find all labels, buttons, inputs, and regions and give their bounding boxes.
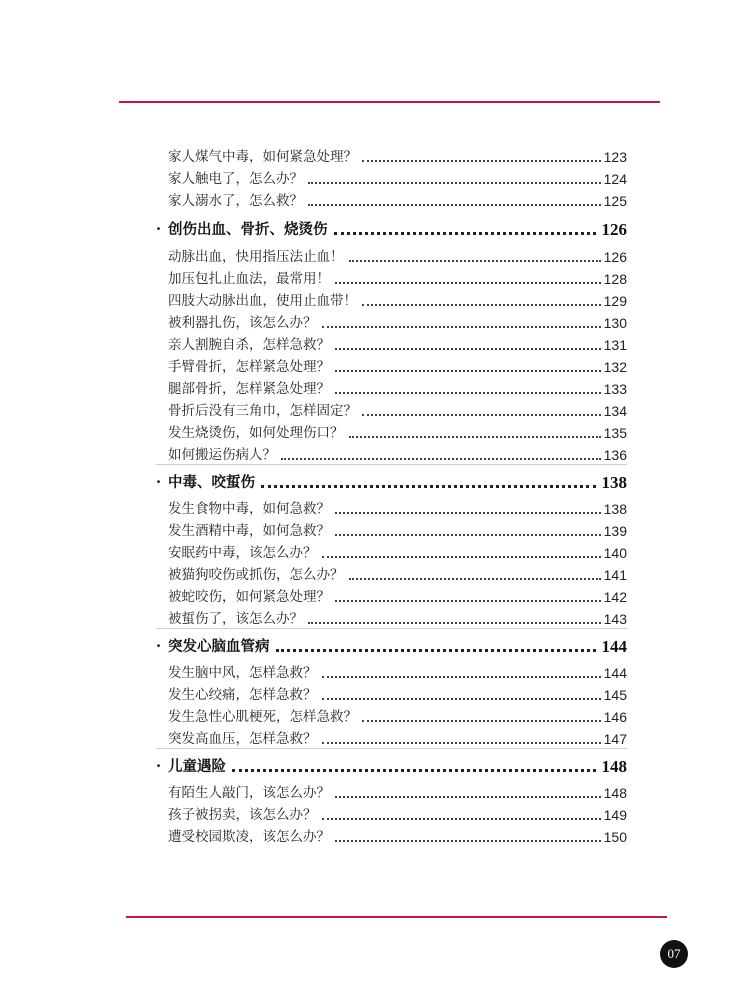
section-divider — [156, 464, 627, 465]
dot-leader — [232, 769, 596, 772]
entry-title: 四肢大动脉出血，使用止血带！ — [168, 293, 357, 309]
dot-leader — [362, 720, 601, 722]
dot-leader — [335, 348, 601, 350]
page-ref: 150 — [603, 829, 627, 845]
page-ref: 130 — [603, 315, 627, 331]
entry-title: 发生烧烫伤，如何处理伤口？ — [168, 425, 344, 441]
dot-leader — [362, 414, 601, 416]
entry-title: 有陌生人敲门，该怎么办？ — [168, 785, 330, 801]
section-divider — [156, 628, 627, 629]
section-title: 中毒、咬蜇伤 — [168, 474, 255, 491]
page-ref: 145 — [603, 687, 627, 703]
page-ref: 143 — [603, 611, 627, 627]
page-ref: 138 — [601, 473, 627, 492]
toc-entry[interactable] — [168, 143, 627, 165]
page-ref: 134 — [603, 403, 627, 419]
toc-entry[interactable] — [168, 243, 627, 265]
section-title: 突发心脑血管病 — [168, 638, 270, 655]
page-ref: 129 — [603, 293, 627, 309]
entry-title: 发生脑中风，怎样急救？ — [168, 665, 317, 681]
dot-leader — [335, 282, 601, 284]
dot-leader — [261, 485, 596, 488]
toc-entry[interactable] — [168, 801, 627, 823]
dot-leader — [322, 676, 601, 678]
page-ref: 124 — [603, 171, 627, 187]
entry-title: 突发高血压，怎样急救？ — [168, 731, 317, 747]
dot-leader — [335, 796, 601, 798]
page-ref: 135 — [603, 425, 627, 441]
page-ref: 141 — [603, 567, 627, 583]
toc-entry[interactable] — [168, 375, 627, 397]
entry-title: 动脉出血，快用指压法止血！ — [168, 249, 344, 265]
dot-leader — [335, 534, 601, 536]
dot-leader — [308, 622, 601, 624]
page-ref: 126 — [601, 220, 627, 239]
entry-title: 发生酒精中毒，如何急救？ — [168, 523, 330, 539]
entry-title: 发生急性心肌梗死，怎样急救？ — [168, 709, 357, 725]
page-ref: 128 — [603, 271, 627, 287]
dot-leader — [349, 436, 601, 438]
page-ref: 136 — [603, 447, 627, 463]
page-ref: 147 — [603, 731, 627, 747]
entry-title: 家人溺水了，怎么救？ — [168, 193, 303, 209]
bullet-icon: · — [156, 638, 162, 655]
entry-title: 家人触电了，怎么办？ — [168, 171, 303, 187]
section-divider — [156, 748, 627, 749]
toc-section-heading[interactable] — [156, 468, 627, 492]
dot-leader — [362, 304, 601, 306]
entry-title: 安眠药中毒，该怎么办？ — [168, 545, 317, 561]
page-ref: 138 — [603, 501, 627, 517]
section-title: 创伤出血、骨折、烧烫伤 — [168, 221, 328, 238]
page-ref: 142 — [603, 589, 627, 605]
page-number-badge — [660, 940, 688, 968]
page-ref: 148 — [601, 757, 627, 776]
toc-entry[interactable] — [168, 287, 627, 309]
dot-leader — [322, 698, 601, 700]
toc-entry[interactable] — [168, 353, 627, 375]
entry-title: 遭受校园欺凌，该怎么办？ — [168, 829, 330, 845]
entry-title: 骨折后没有三角巾，怎样固定？ — [168, 403, 357, 419]
page-ref: 126 — [603, 249, 627, 265]
dot-leader — [335, 840, 601, 842]
toc-entry[interactable] — [168, 265, 627, 287]
toc-entry[interactable] — [168, 703, 627, 725]
entry-title: 腿部骨折，怎样紧急处理？ — [168, 381, 330, 397]
dot-leader — [276, 649, 596, 652]
toc-entry[interactable] — [168, 681, 627, 703]
entry-title: 被蛇咬伤，如何紧急处理？ — [168, 589, 330, 605]
dot-leader — [322, 556, 601, 558]
toc-entry[interactable] — [168, 309, 627, 331]
toc-entry[interactable] — [168, 397, 627, 419]
page-ref: 148 — [603, 785, 627, 801]
entry-title: 家人煤气中毒，如何紧急处理？ — [168, 149, 357, 165]
dot-leader — [335, 392, 601, 394]
dot-leader — [349, 260, 601, 262]
entry-title: 加压包扎止血法，最常用！ — [168, 271, 330, 287]
entry-title: 被蜇伤了，该怎么办？ — [168, 611, 303, 627]
entry-title: 亲人割腕自杀，怎样急救？ — [168, 337, 330, 353]
dot-leader — [308, 204, 601, 206]
section-title: 儿童遇险 — [168, 758, 226, 775]
dot-leader — [335, 370, 601, 372]
toc-entry[interactable] — [168, 605, 627, 627]
dot-leader — [308, 182, 601, 184]
entry-title: 如何搬运伤病人？ — [168, 447, 276, 463]
page-ref: 123 — [603, 149, 627, 165]
toc-entry[interactable] — [168, 165, 627, 187]
dot-leader — [349, 578, 601, 580]
page-number: 07 — [667, 946, 681, 961]
entry-title: 被利器扎伤，该怎么办？ — [168, 315, 317, 331]
toc-entry[interactable] — [168, 539, 627, 561]
bullet-icon: · — [156, 758, 162, 775]
toc-entry[interactable] — [168, 659, 627, 681]
toc-entry[interactable] — [168, 187, 627, 209]
page-ref: 125 — [603, 193, 627, 209]
toc-section-heading[interactable] — [156, 632, 627, 656]
toc-entry[interactable] — [168, 419, 627, 441]
dot-leader — [281, 458, 601, 460]
entry-title: 被猫狗咬伤或抓伤，怎么办？ — [168, 567, 344, 583]
toc-entry[interactable] — [168, 441, 627, 463]
dot-leader — [322, 326, 601, 328]
entry-title: 发生心绞痛，怎样急救？ — [168, 687, 317, 703]
page-ref: 140 — [603, 545, 627, 561]
bottom-rule — [126, 916, 667, 918]
toc-entry[interactable] — [168, 561, 627, 583]
page-ref: 132 — [603, 359, 627, 375]
dot-leader — [362, 160, 601, 162]
bullet-icon: · — [156, 221, 162, 238]
page-ref: 133 — [603, 381, 627, 397]
page-ref: 131 — [603, 337, 627, 353]
toc-section-heading[interactable] — [156, 752, 627, 776]
page-ref: 146 — [603, 709, 627, 725]
toc-entry[interactable] — [168, 517, 627, 539]
entry-title: 孩子被拐卖，该怎么办？ — [168, 807, 317, 823]
bullet-icon: · — [156, 474, 162, 491]
dot-leader — [335, 512, 601, 514]
dot-leader — [334, 232, 596, 235]
page-ref: 144 — [603, 665, 627, 681]
toc-entry[interactable] — [168, 779, 627, 801]
toc-entry[interactable] — [168, 495, 627, 517]
entry-title: 手臂骨折，怎样紧急处理？ — [168, 359, 330, 375]
entry-title: 发生食物中毒，如何急救？ — [168, 501, 330, 517]
dot-leader — [322, 818, 601, 820]
dot-leader — [335, 600, 601, 602]
toc-entry[interactable] — [168, 725, 627, 747]
toc-entry[interactable] — [168, 823, 627, 845]
page-ref: 144 — [601, 637, 627, 656]
toc-entry[interactable] — [168, 583, 627, 605]
dot-leader — [322, 742, 601, 744]
toc-entry[interactable] — [168, 331, 627, 353]
page-ref: 149 — [603, 807, 627, 823]
page-ref: 139 — [603, 523, 627, 539]
toc-section-heading[interactable] — [156, 215, 627, 239]
